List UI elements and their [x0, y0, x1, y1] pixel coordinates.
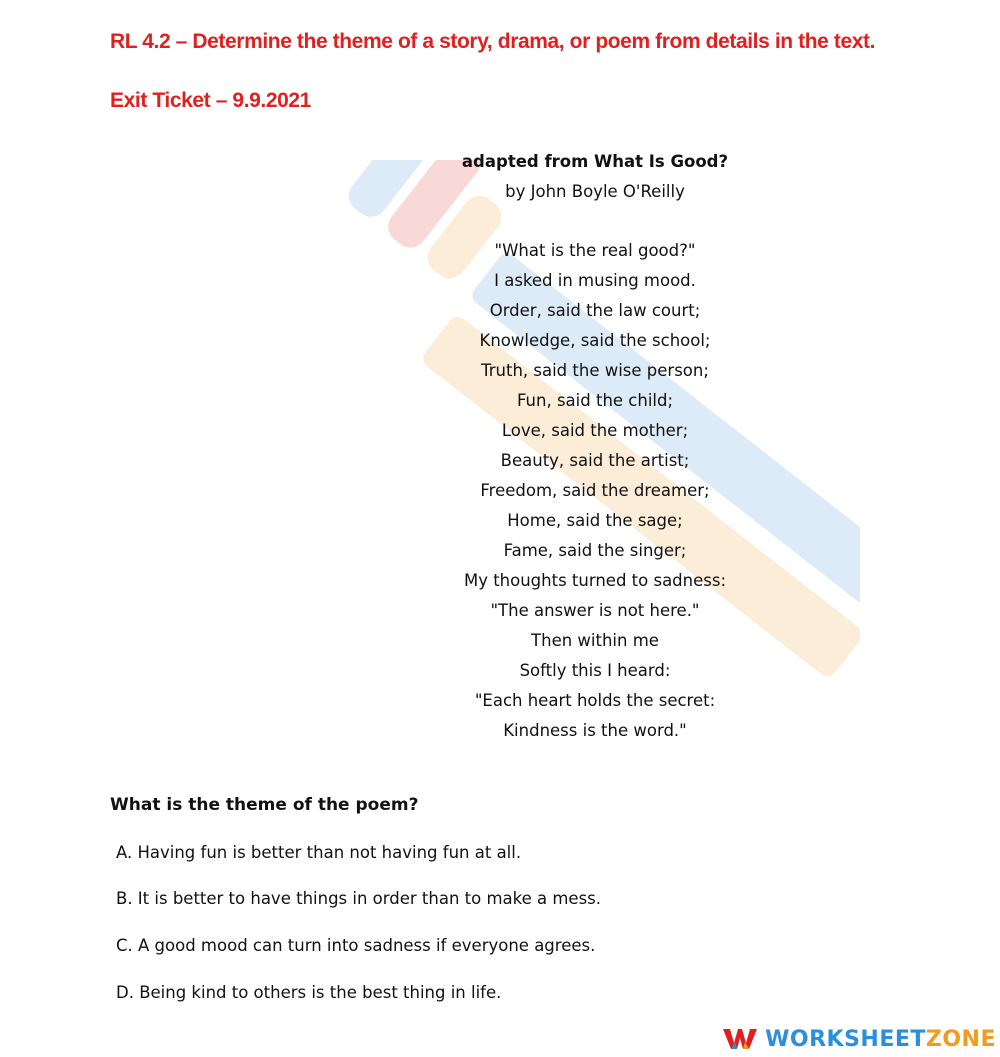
exit-ticket-heading: Exit Ticket – 9.9.2021	[110, 89, 311, 112]
poem-line: Fun, said the child;	[516, 391, 674, 410]
poem-line: Knowledge, said the school;	[479, 331, 711, 350]
poem-line: "The answer is not here."	[490, 601, 700, 620]
poem-line: Freedom, said the dreamer;	[480, 481, 710, 500]
answer-option-d[interactable]: D. Being kind to others is the best thing in life.	[116, 983, 502, 1002]
answer-option-a[interactable]: A. Having fun is better than not having fun at all.	[116, 843, 522, 862]
brand-wordmark: WORKSHEETZONE	[765, 1026, 996, 1052]
poem-title: adapted from What Is Good?	[461, 152, 729, 171]
poem-line: "What is the real good?"	[494, 241, 696, 260]
question-prompt: What is the theme of the poem?	[110, 795, 419, 815]
poem-line: Then within me	[531, 631, 659, 650]
poem-line: I asked in musing mood.	[494, 271, 696, 290]
poem-line: Softly this I heard:	[519, 661, 671, 680]
poem-line: Truth, said the wise person;	[481, 361, 709, 380]
poem-line: My thoughts turned to sadness:	[463, 571, 727, 590]
poem-line: Fame, said the singer;	[503, 541, 687, 560]
poem-line: Kindness is the word."	[503, 721, 687, 740]
worksheetzone-logo[interactable]	[723, 1024, 996, 1054]
poem-line: Beauty, said the artist;	[500, 451, 690, 470]
standard-heading: RL 4.2 – Determine the theme of a story, drama, or poem from details in the text.	[110, 30, 876, 53]
answer-option-b[interactable]: B. It is better to have things in order than to make a mess.	[116, 889, 602, 908]
poem-line: Order, said the law court;	[489, 301, 701, 320]
poem-line: "Each heart holds the secret:	[474, 691, 716, 710]
poem-author: by John Boyle O'Reilly	[505, 182, 685, 201]
poem-line: Home, said the sage;	[507, 511, 683, 530]
poem	[395, 147, 795, 746]
answer-option-c[interactable]: C. A good mood can turn into sadness if everyone agrees.	[116, 936, 596, 955]
poem-stanza	[395, 236, 795, 746]
worksheetzone-w-logo-icon	[723, 1027, 757, 1051]
poem-line: Love, said the mother;	[501, 421, 689, 440]
